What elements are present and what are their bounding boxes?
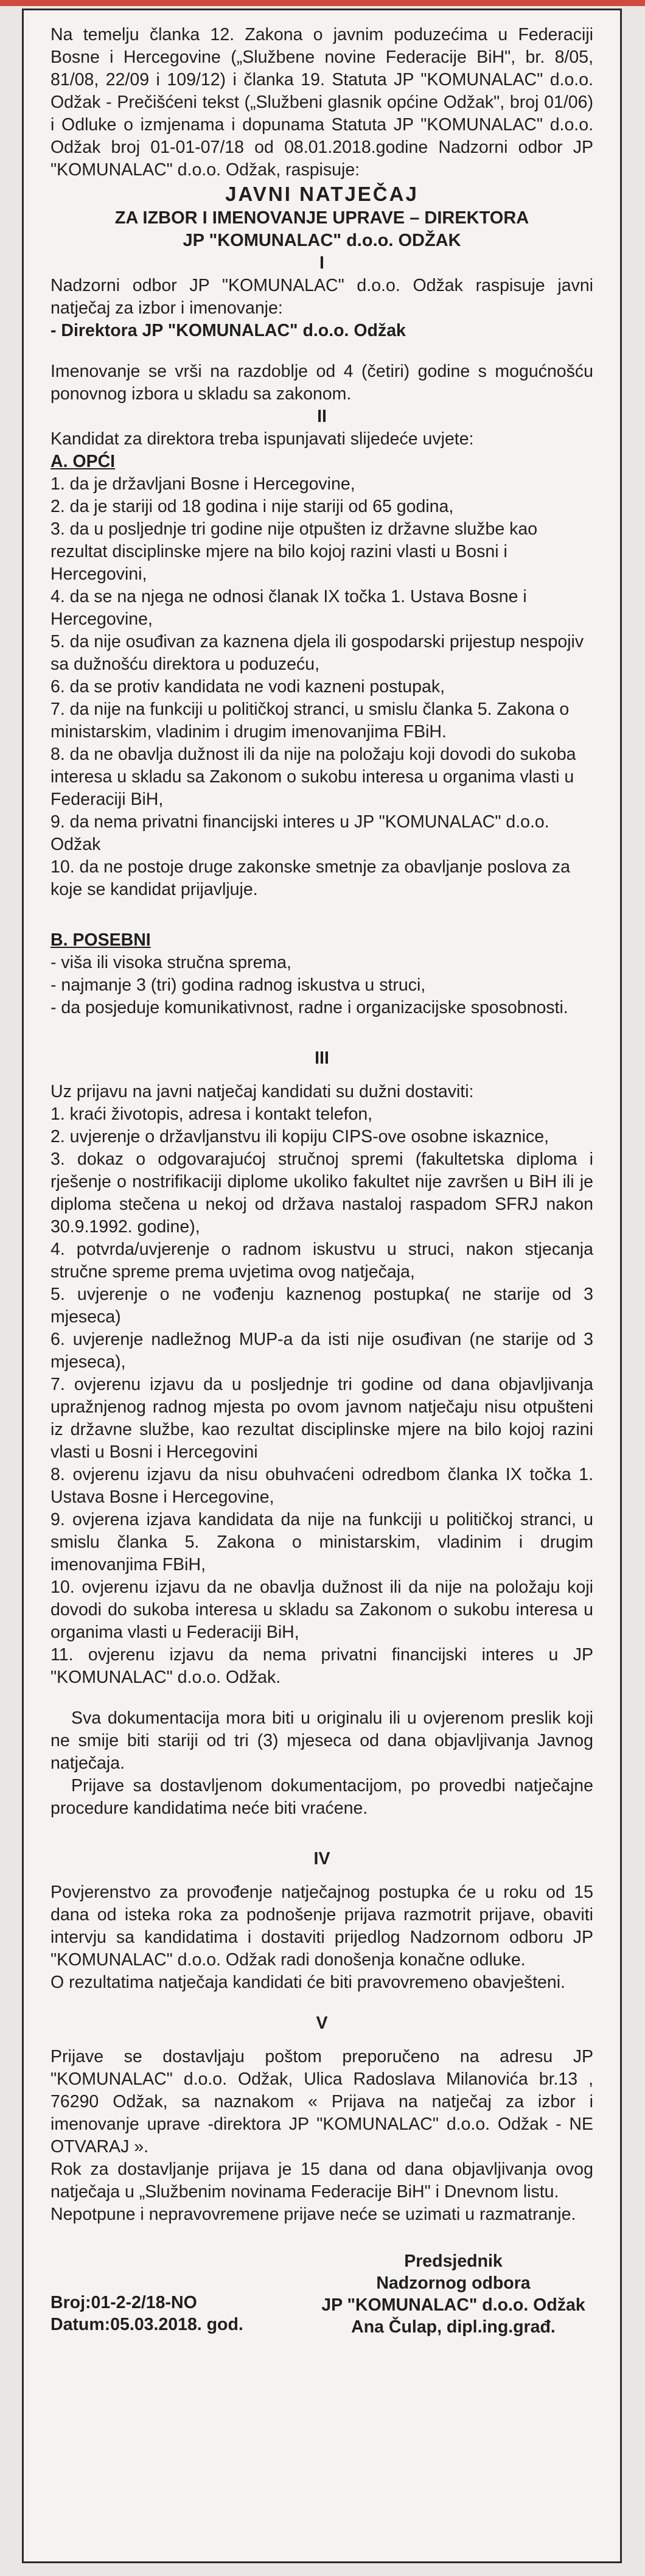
section-2-general-list — [51, 473, 593, 901]
section-5-paragraph-1: Prijave se dostavljaju poštom preporučeno na adresu JP "KOMUNALAC" d.o.o. Odžak, Ulica Radoslava Milanovića br.13 , 76290 Odžak, sa naznakom « Prijava na natječaj za izbor i imenovanje uprave -direktora JP "KOMUNALAC" d.o.o. Odžak - NE OTVARAJ ». — [51, 2047, 593, 2157]
reference-date: Datum:05.03.2018. god. — [51, 2315, 243, 2334]
signature-board: Nadzornog odbora — [376, 2273, 531, 2293]
notice-title: JAVNI NATJEČAJ — [225, 183, 419, 205]
section-3-document-list — [51, 1103, 593, 1689]
list-item: 3. dokaz o odgovarajućoj stručnoj spremi (fakultetska diploma i rješenje o nostrifikaciji diplome ukoliko fakultet nije završen u BiH ili je diploma stečena u nekoj od država nastaloj raspadom SFRJ nakon 30.9.1992. godine), — [51, 1149, 593, 1237]
section-2-general-heading: A. OPĆI — [51, 452, 116, 471]
section-2-special-heading: B. POSEBNI — [51, 930, 151, 950]
header-strip — [0, 0, 645, 6]
list-item: 3. da u posljednje tri godine nije otpušten iz državne službe kao rezultat disciplinske mjere na bilo kojoj razini vlasti u Bosni i Hercegovini, — [51, 519, 538, 584]
list-item: 10. ovjerenu izjavu da ne obavlja dužnost ili da nije na položaju koji dovodi do sukoba interesa u skladu sa Zakonom o sukobu interesa u organima vlasti u Federaciji BiH, — [51, 1578, 593, 1642]
list-item: - viša ili visoka stručna sprema, — [51, 953, 291, 972]
notice-footer — [51, 2250, 593, 2354]
list-item: 4. potvrda/uvjerenje o radnom iskustvu u struci, nakon stjecanja stručne spreme prema uvjetima ovog natječaja, — [51, 1240, 593, 1282]
list-item: 5. uvjerenje o ne vođenju kaznenog postupka( ne starije od 3 mjeseca) — [51, 1285, 593, 1327]
section-3-lead: Uz prijavu na javni natječaj kandidati su dužni dostaviti: — [51, 1082, 474, 1101]
section-5-paragraph-3: Nepotpune i nepravovremene prijave neće se uzimati u razmatranje. — [51, 2205, 576, 2224]
list-item: 6. uvjerenje nadležnog MUP-a da isti nije osuđivan (ne starije od 3 mjeseca), — [51, 1330, 593, 1372]
section-4-paragraph-2: O rezultatima natječaja kandidati će biti pravovremeno obavješteni. — [51, 1973, 565, 1992]
list-item: 9. da nema privatni financijski interes u JP "KOMUNALAC" d.o.o. Odžak — [51, 812, 549, 854]
notice-subtitle-line-2: JP "KOMUNALAC" d.o.o. ODŽAK — [183, 231, 461, 250]
section-2-special-list — [51, 952, 593, 1019]
tender-notice — [22, 9, 622, 2563]
reference-number: Broj:01-2-2/18-NO — [51, 2293, 197, 2312]
signature-title: Predsjednik — [404, 2251, 503, 2271]
list-item: 5. da nije osuđivan za kaznena djela ili gospodarski prijestup nespojiv sa dužnošću direktora u poduzeću, — [51, 632, 584, 674]
reference-block — [51, 2292, 243, 2336]
list-item: 10. da ne postoje druge zakonske smetnje za obavljanje poslova za koje se kandidat prijavljuje. — [51, 857, 570, 899]
signature-name: Ana Čulap, dipl.ing.građ. — [351, 2317, 556, 2337]
list-item: 2. da je stariji od 18 godina i nije stariji od 65 godina, — [51, 497, 454, 516]
section-3-numeral: III — [315, 1048, 329, 1068]
notice-subtitle-line-1: ZA IZBOR I IMENOVANJE UPRAVE – DIREKTORA — [114, 208, 529, 228]
section-3-returned-note: Prijave sa dostavljenom dokumentacijom, po provedbi natječajne procedure kandidatima neće biti vraćene. — [51, 1776, 593, 1818]
list-item: 11. ovjerenu izjavu da nema privatni financijski interes u JP "KOMUNALAC" d.o.o. Odžak. — [51, 1645, 593, 1687]
list-item: 1. da je državljani Bosne i Hercegovine, — [51, 474, 355, 494]
list-item: 7. ovjerenu izjavu da u posljednje tri godine od dana objavljivanja upražnjenog radnog mjesta po ovom javnom natječaju nisu otpušteni iz državne službe, kao rezultat disciplinske mjere na bilo kojoj razini vlasti u Bosni i Hercegovini — [51, 1375, 593, 1462]
section-2-numeral: II — [317, 407, 327, 426]
intro-paragraph: Na temelju članka 12. Zakona o javnim poduzećima u Federaciji Bosne i Hercegovine („Službene novine Federacije BiH", br. 8/05, 81/08, 22/09 i 109/12) i članka 19. Statuta JP "KOMUNALAC" d.o.o. Odžak - Prečišćeni tekst („Službeni glasnik općine Odžak", broj 01/06) i Odluke o izmjenama i dopunama Statuta JP "KOMUNALAC" d.o.o. Odžak broj 01-01-07/18 od 08.01.2018.godine Nadzorni odbor JP "KOMUNALAC" d.o.o. Odžak, raspisuje: — [51, 25, 593, 180]
section-3-copies-note: Sva dokumentacija mora biti u originalu ili u ovjerenom preslik koji ne smije biti stariji od tri (3) mjeseca od dana objavljivanja Javnog natječaja. — [51, 1708, 593, 1773]
signature-company: JP "KOMUNALAC" d.o.o. Odžak — [321, 2295, 585, 2315]
list-item: 4. da se na njega ne odnosi članak IX točka 1. Ustava Bosne i Hercegovine, — [51, 587, 527, 629]
section-5-paragraph-2: Rok za dostavljanje prijava je 15 dana od dana objavljivanja ovog natječaja u „Službenim novinama Federacije BiH" i Dnevnom listu. — [51, 2160, 593, 2202]
section-1-position: - Direktora JP "KOMUNALAC" d.o.o. Odžak — [51, 321, 406, 340]
section-1-paragraph-1: Nadzorni odbor JP "KOMUNALAC" d.o.o. Odžak raspisuje javni natječaj za izbor i imenovanje: — [51, 276, 593, 318]
section-1-paragraph-3: Imenovanje se vrši na razdoblje od 4 (četiri) godine s mogućnošću ponovnog izbora u skladu sa zakonom. — [51, 362, 593, 404]
list-item: 2. uvjerenje o državljanstvu ili kopiju CIPS-ove osobne iskaznice, — [51, 1127, 549, 1146]
section-1-numeral: I — [319, 253, 324, 273]
signature-block — [313, 2250, 593, 2338]
section-2-lead: Kandidat za direktora treba ispunjavati slijedeće uvjete: — [51, 429, 474, 449]
list-item: - najmanje 3 (tri) godina radnog iskustva u struci, — [51, 975, 426, 995]
list-item: 6. da se protiv kandidata ne vodi kazneni postupak, — [51, 677, 445, 697]
list-item: 8. ovjerenu izjavu da nisu obuhvaćeni odredbom članka IX točka 1. Ustava Bosne i Hercegovine, — [51, 1465, 593, 1507]
section-4-paragraph-1: Povjerenstvo za provođenje natječajnog postupka će u roku od 15 dana od isteka roka za podnošenje prijava razmotrit prijave, obaviti intervju sa kandidatima i dostaviti prijedlog Nadzornom odboru JP "KOMUNALAC" d.o.o. Odžak radi donošenja konačne odluke. — [51, 1883, 593, 1970]
list-item: 8. da ne obavlja dužnost ili da nije na položaju koji dovodi do sukoba interesa u skladu sa Zakonom o sukobu interesa u organima vlasti u Federaciji BiH, — [51, 745, 576, 809]
section-5-numeral: V — [316, 2013, 328, 2033]
list-item: 7. da nije na funkciji u političkoj stranci, u smislu članka 5. Zakona o ministarskim, vladinim i drugim imenovanjima FBiH. — [51, 700, 570, 742]
list-item: 1. kraći životopis, adresa i kontakt telefon, — [51, 1104, 373, 1124]
list-item: - da posjeduje komunikativnost, radne i organizacijske sposobnosti. — [51, 998, 568, 1017]
section-4-numeral: IV — [313, 1849, 330, 1869]
list-item: 9. ovjerena izjava kandidata da nije na funkciji u političkoj stranci, u smislu članka 5. Zakona o ministarskim, vladinim i drugim imenovanjima FBiH, — [51, 1510, 593, 1574]
